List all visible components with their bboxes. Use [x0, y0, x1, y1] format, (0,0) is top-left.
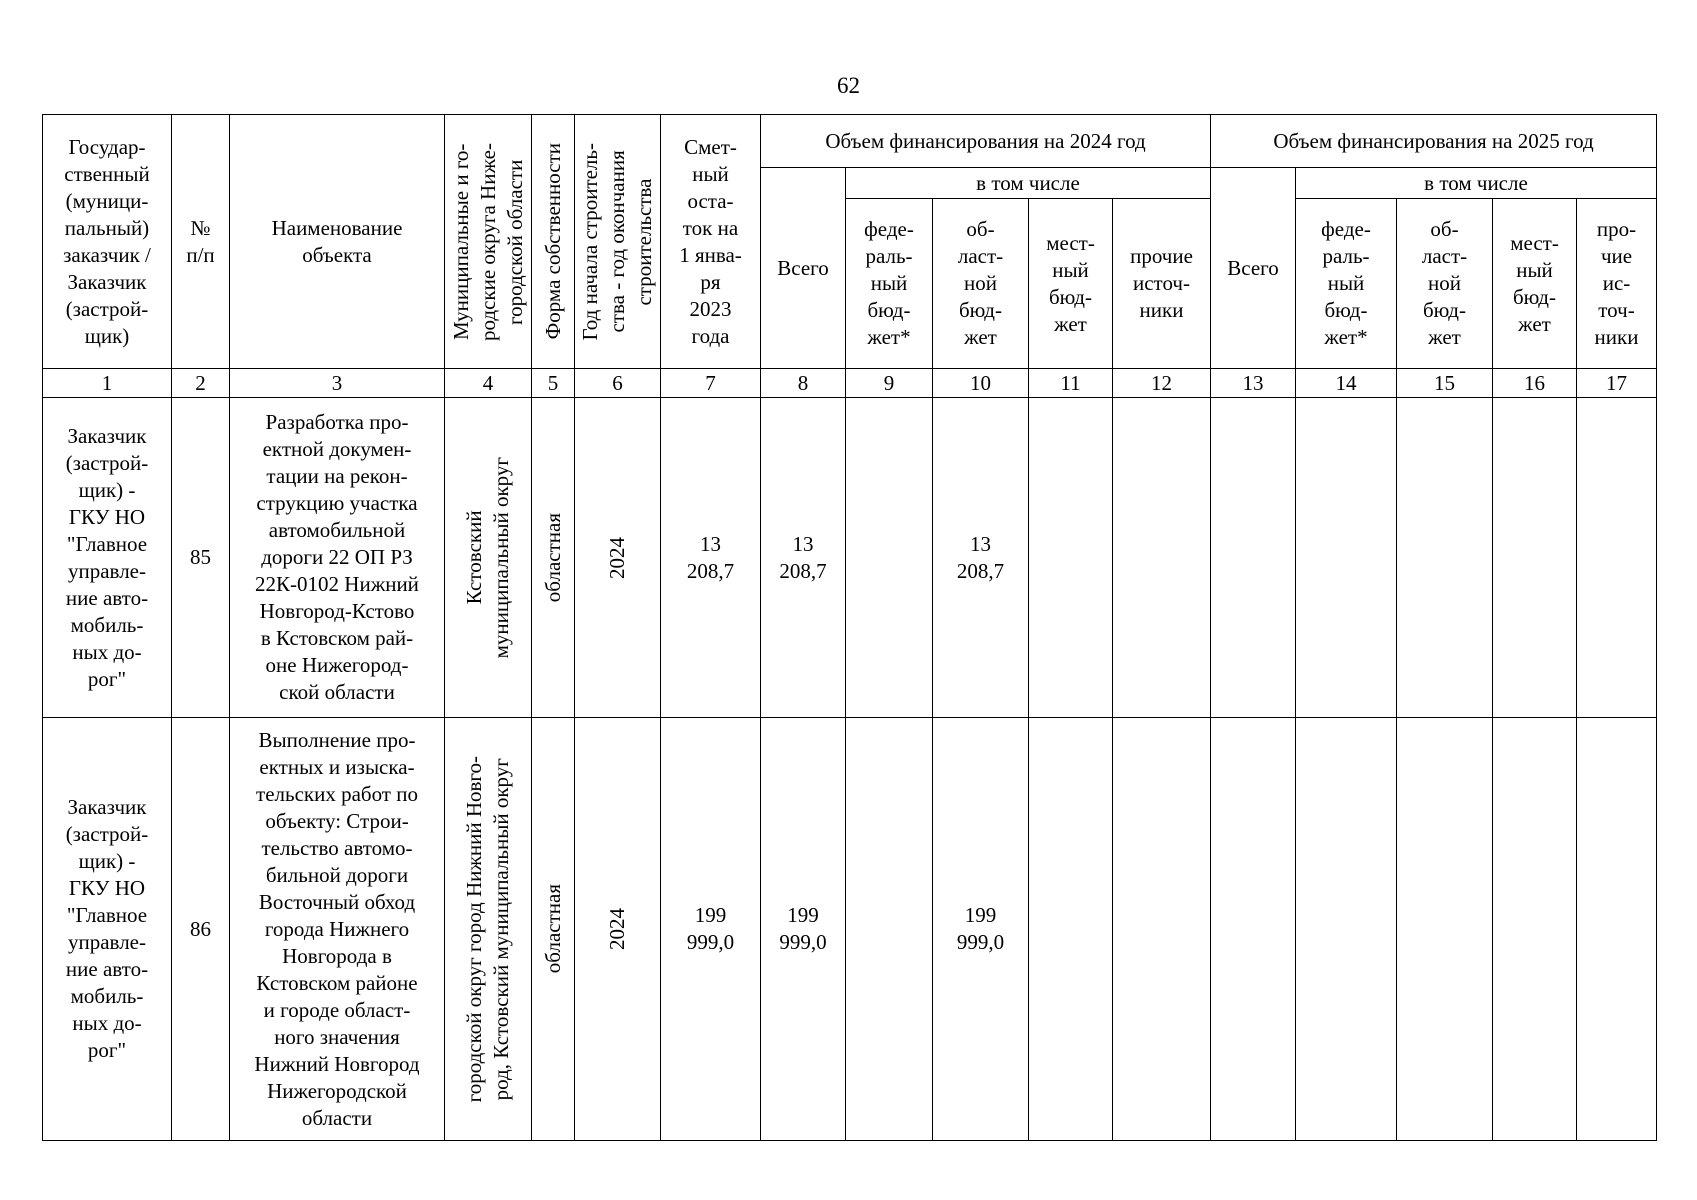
- header-years: [575, 115, 661, 369]
- header-federal-2024: феде- раль- ный бюд- жет*: [846, 199, 933, 369]
- row-federal-2025: [1296, 718, 1397, 1141]
- header-group-2025: Объем финансирования на 2025 год: [1211, 115, 1657, 168]
- header-municipality: [445, 115, 532, 369]
- row-years-text: 2024: [605, 908, 629, 950]
- row-federal-2025: [1296, 398, 1397, 718]
- row-years: [575, 718, 661, 1141]
- row-other-2025: [1577, 398, 1657, 718]
- row-ownership: [532, 718, 575, 1141]
- row-regional-2025: [1397, 718, 1493, 1141]
- row-number: 86: [172, 718, 230, 1141]
- row-federal-2024: [846, 398, 933, 718]
- row-years-text: 2024: [605, 536, 629, 579]
- col-number: 9: [846, 369, 933, 398]
- header-federal-2025: феде- раль- ный бюд- жет*: [1296, 199, 1397, 369]
- header-local-2025: мест- ный бюд- жет: [1493, 199, 1577, 369]
- header-municipality-text: Муниципальные и го- родские округа Ниже- городской области: [448, 142, 527, 341]
- row-ownership-text: областная: [540, 884, 565, 974]
- header-ownership: [532, 115, 575, 369]
- header-incl-2025: в том числе: [1296, 168, 1657, 199]
- header-row-1: [43, 115, 1657, 168]
- row-number: 85: [172, 398, 230, 718]
- header-customer: Государ- ственный (муници- пальный) заказчик / Заказчик (застрой- щик): [43, 115, 172, 369]
- col-number: 7: [661, 369, 761, 398]
- col-number: 1: [43, 369, 172, 398]
- col-number: 6: [575, 369, 661, 398]
- col-number: 17: [1577, 369, 1657, 398]
- header-other-2024: прочие источ- ники: [1113, 199, 1211, 369]
- row-regional-2025: [1397, 398, 1493, 718]
- row-ownership-text: областная: [540, 512, 565, 603]
- header-total-2025: Всего: [1211, 168, 1296, 369]
- col-number: 13: [1211, 369, 1296, 398]
- col-number: 4: [445, 369, 532, 398]
- row-customer: Заказчик (застрой- щик) - ГКУ НО "Главное управле- ние авто- мобиль- ных до- рог": [43, 718, 172, 1141]
- column-number-row: [43, 369, 1657, 398]
- header-years-text: Год начала строитель- ства - год окончания строительства: [578, 142, 656, 341]
- col-number: 8: [761, 369, 846, 398]
- row-municipality: [445, 398, 532, 718]
- row-regional-2024: 199 999,0: [933, 718, 1029, 1141]
- col-number: 14: [1296, 369, 1397, 398]
- row-local-2024: [1029, 398, 1113, 718]
- header-regional-2025: об- ласт- ной бюд- жет: [1397, 199, 1493, 369]
- header-ownership-text: Форма собственности: [540, 143, 565, 340]
- row-other-2024: [1113, 398, 1211, 718]
- header-balance: Смет- ный оста- ток на 1 янва- ря 2023 года: [661, 115, 761, 369]
- col-number: 3: [230, 369, 445, 398]
- row-federal-2024: [846, 718, 933, 1141]
- header-object-name: Наименование объекта: [230, 115, 445, 369]
- row-total-2024: 13 208,7: [761, 398, 846, 718]
- row-local-2025: [1493, 718, 1577, 1141]
- col-number: 5: [532, 369, 575, 398]
- row-object-name: Выполнение про- ектных и изыска- тельских работ по объекту: Строи- тельство автомо- бильной дороги Восточный обход города Нижнего Новгорода в Кстовском районе и городе област- ного значения Нижний Новгород Нижегородской области: [230, 718, 445, 1141]
- table-row: [43, 718, 1657, 1141]
- row-municipality: [445, 718, 532, 1141]
- row-years: [575, 398, 661, 718]
- table-row: [43, 398, 1657, 718]
- header-total-2024: Всего: [761, 168, 846, 369]
- header-regional-2024: об- ласт- ной бюд- жет: [933, 199, 1029, 369]
- row-local-2025: [1493, 398, 1577, 718]
- col-number: 2: [172, 369, 230, 398]
- header-group-2024: Объем финансирования на 2024 год: [761, 115, 1211, 168]
- row-regional-2024: 13 208,7: [933, 398, 1029, 718]
- row-balance: 199 999,0: [661, 718, 761, 1141]
- col-number: 10: [933, 369, 1029, 398]
- row-total-2025: [1211, 718, 1296, 1141]
- row-total-2025: [1211, 398, 1296, 718]
- header-local-2024: мест- ный бюд- жет: [1029, 199, 1113, 369]
- col-number: 16: [1493, 369, 1577, 398]
- row-municipality-text: Кстовский муниципальный округ: [462, 456, 513, 659]
- page-number: 62: [837, 73, 860, 98]
- col-number: 15: [1397, 369, 1493, 398]
- row-municipality-text: городской округ город Нижний Новго- род, Кстовский муниципальный округ: [462, 755, 513, 1103]
- row-ownership: [532, 398, 575, 718]
- header-number: № п/п: [172, 115, 230, 369]
- row-balance: 13 208,7: [661, 398, 761, 718]
- col-number: 12: [1113, 369, 1211, 398]
- row-customer: Заказчик (застрой- щик) - ГКУ НО "Главное управле- ние авто- мобиль- ных до- рог": [43, 398, 172, 718]
- row-other-2025: [1577, 718, 1657, 1141]
- row-object-name: Разработка про- ектной докумен- тации на рекон- струкцию участка автомобильной дороги 22 ОП РЗ 22К-0102 Нижний Новгород-Кстово в Кстовском рай- оне Нижегород- ской области: [230, 398, 445, 718]
- col-number: 11: [1029, 369, 1113, 398]
- header-incl-2024: в том числе: [846, 168, 1211, 199]
- financing-table: [42, 114, 1657, 1141]
- header-other-2025: про- чие ис- точ- ники: [1577, 199, 1657, 369]
- row-local-2024: [1029, 718, 1113, 1141]
- row-other-2024: [1113, 718, 1211, 1141]
- row-total-2024: 199 999,0: [761, 718, 846, 1141]
